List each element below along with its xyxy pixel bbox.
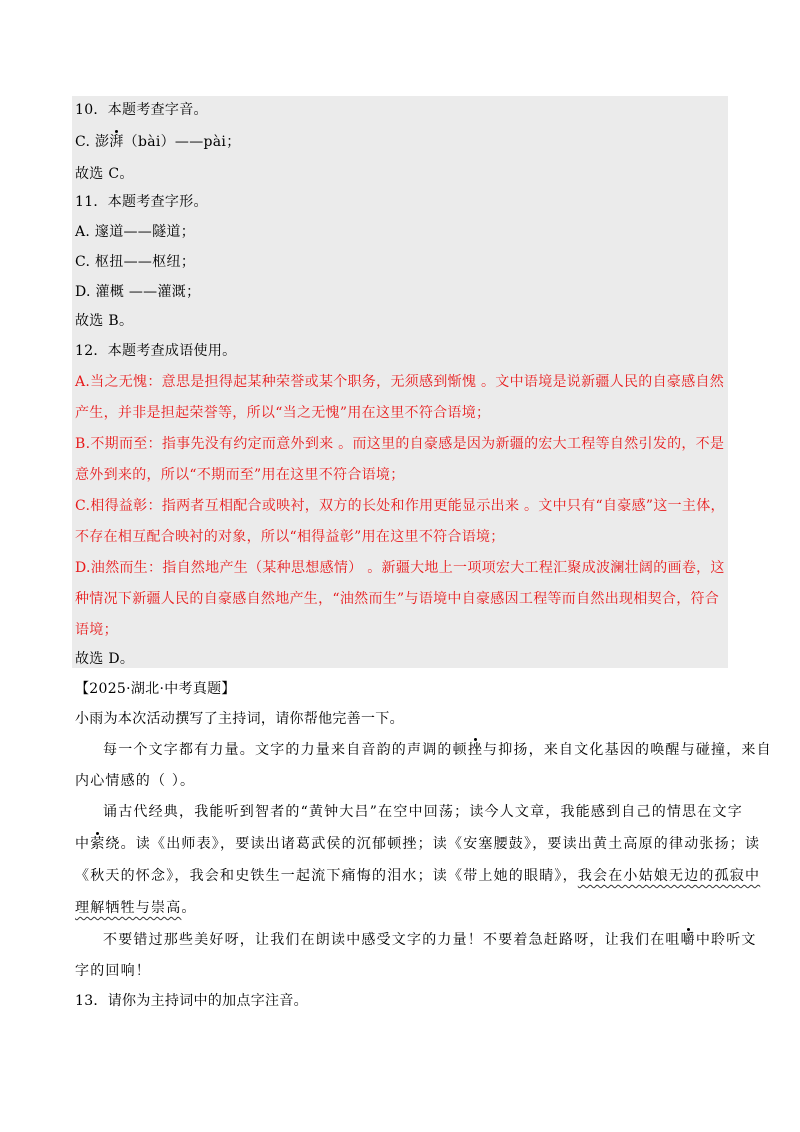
passage-p2-line2: 中萦绕。读《出师表》，要读出诸葛武侯的沉郁顿挫；读《安塞腰鼓》，要读出黄土高原的律动张扬；读 xyxy=(75,836,761,852)
dotted-char: 挫 xyxy=(467,742,484,758)
q12-option-c-line2: 不存在相互配合映衬的对象，所以“相得益彰”用在这里不符合语境； xyxy=(75,529,505,545)
q12-option-a-line2: 产生，并非是担起荣誉等，所以“当之无愧”用在这里不符合语境； xyxy=(75,405,491,421)
q12-option-a-line1: A.当之无愧：意思是担得起某种荣誉或某个职务，无须感到惭愧 。文中语境是说新疆人民的自豪感自然 xyxy=(75,374,725,390)
q12-heading: 12．本题考查成语使用。 xyxy=(75,343,237,359)
q11-option-d: D. 灌概 ——灌溉； xyxy=(75,284,201,300)
q12-option-d-line2: 种情况下新疆人民的自豪感自然地产生，“油然而生”与语境中自豪感因工程等而自然出现相契合，符合 xyxy=(75,591,720,607)
question-13: 13．请你为主持词中的加点字注音。 xyxy=(75,993,308,1009)
dotted-char: 嚼 xyxy=(680,932,696,948)
q12-option-c-line1: C.相得益彰：指两者互相配合或映衬，双方的长处和作用更能显示出来 。文中只有“自豪感”这一主体， xyxy=(75,498,725,514)
q11-option-c: C. 枢扭——枢纽； xyxy=(75,254,196,270)
q11-heading: 11．本题考查字形。 xyxy=(75,194,208,210)
passage-p2-line3: 《秋天的怀念》，我会和史铁生一起流下痛悔的泪水；读《带上她的眼睛》，我会在小姑娘无边的孤寂中 xyxy=(75,868,761,884)
q12-option-b-line1: B.不期而至：指事先没有约定而意外到来 。而这里的自豪感是因为新疆的宏大工程等自然引发的，不是 xyxy=(75,436,725,452)
q12-option-b-line2: 意外到来的，所以“不期而至”用在这里不符合语境； xyxy=(75,467,405,483)
q10-conclusion: 故选 C。 xyxy=(75,166,134,182)
passage-p3-line1: 不要错过那些美好呀，让我们在朗读中感受文字的力量！不要着急赶路呀，让我们在咀嚼中聆听文 xyxy=(103,932,757,948)
passage-p2-line4: 理解牺牲与崇高。 xyxy=(75,900,197,916)
wavy-underlined-text: 理解牺牲与崇高 xyxy=(75,900,182,916)
source-tag: 【2025·湖北·中考真题】 xyxy=(75,681,236,697)
passage-p1-line2: 内心情感的（ ）。 xyxy=(75,773,196,789)
wavy-underlined-text: 我会在小姑娘无边的孤寂中 xyxy=(577,868,761,884)
dotted-char: 萦 xyxy=(90,836,106,852)
q12-option-d-line3: 语境； xyxy=(75,622,118,638)
intro-text: 小雨为本次活动撰写了主持词，请你帮他完善一下。 xyxy=(75,711,404,727)
q10-option-c: C. 澎湃（bài）——pài； xyxy=(75,134,241,150)
dotted-char: 湃 xyxy=(109,134,124,150)
passage-p3-line2: 字的回响！ xyxy=(75,963,151,979)
q10-heading: 10．本题考查字音。 xyxy=(75,102,208,118)
q11-option-a: A. 邃道——隧道； xyxy=(75,224,196,240)
q12-option-d-line1: D.油然而生：指自然地产生（某种思想感情） 。新疆大地上一项项宏大工程汇聚成波澜壮阔的画卷，这 xyxy=(75,560,725,576)
q12-conclusion: 故选 D。 xyxy=(75,651,135,667)
passage-p1-line1: 每一个文字都有力量。文字的力量来自音韵的声调的顿挫与抑扬，来自文化基因的唤醒与碰撞，来自 xyxy=(103,742,772,758)
passage-p2-line1: 诵古代经典，我能听到智者的“黄钟大吕”在空中回荡；读今人文章，我能感到自己的情思在文字 xyxy=(103,804,743,820)
q11-conclusion: 故选 B。 xyxy=(75,313,134,329)
